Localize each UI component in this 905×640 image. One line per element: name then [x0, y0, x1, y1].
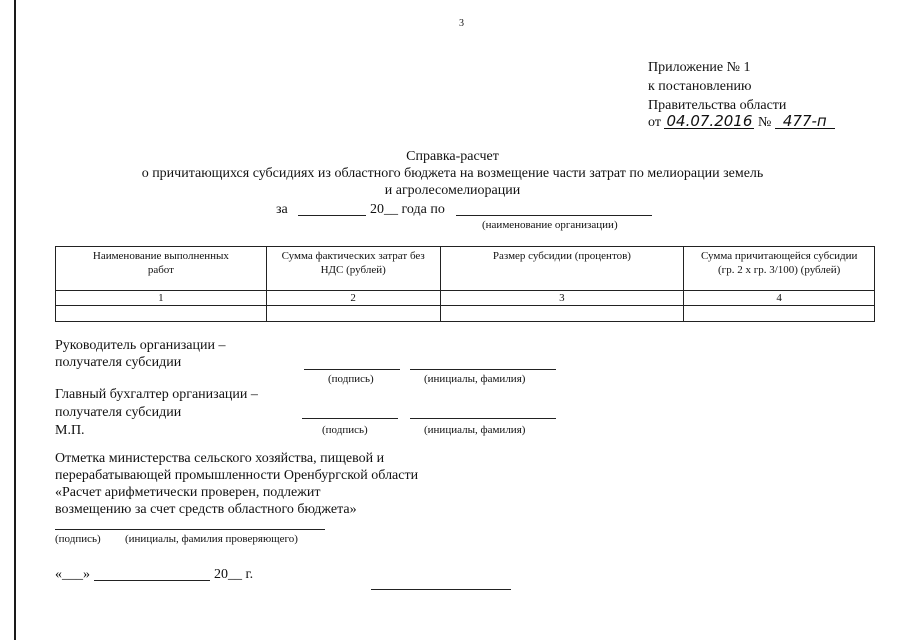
ministry-line-1: Отметка министерства сельского хозяйства, пищевой и	[55, 451, 385, 466]
table-row	[56, 306, 875, 322]
accountant-sign-caption: (подпись)	[322, 424, 368, 436]
accountant-initials-caption: (инициалы, фамилия)	[424, 424, 526, 436]
head-initials-caption: (инициалы, фамилия)	[424, 373, 526, 385]
page-edge-line	[14, 0, 16, 640]
table-cell	[440, 306, 684, 322]
period-prefix: за	[276, 202, 288, 217]
appendix-from-label: от	[648, 115, 661, 130]
period-blank	[298, 215, 366, 216]
table-cell	[684, 306, 875, 322]
date-year: 20__ г.	[214, 567, 254, 582]
appendix-date-row	[648, 113, 835, 133]
ministry-line-2: перерабатывающей промышленности Оренбургской области	[55, 468, 419, 483]
accountant-signature-blank	[302, 418, 398, 419]
accountant-initials-blank	[410, 418, 556, 419]
head-signature-blank	[304, 369, 400, 370]
appendix-line-2: к постановлению	[648, 79, 752, 94]
date-month-blank	[94, 580, 210, 581]
table-number-row	[56, 291, 875, 306]
accountant-label-2: получателя субсидии	[55, 405, 182, 420]
ministry-line-3: «Расчет арифметически проверен, подлежит	[55, 485, 321, 500]
head-sign-caption: (подпись)	[328, 373, 374, 385]
ministry-signature-blank	[55, 529, 325, 530]
ministry-line-4: возмещению за счет средств областного бюджета»	[55, 502, 357, 517]
bottom-signature-line	[371, 589, 511, 590]
appendix-number-handwritten: 477-п	[775, 114, 835, 129]
head-label-1: Руководитель организации –	[55, 338, 226, 353]
org-name-hint: (наименование организации)	[482, 219, 618, 231]
appendix-number-label: №	[757, 115, 772, 130]
doc-subtitle-1: о причитающихся субсидиях из областного бюджета на возмещение части затрат по мелиорации земель	[141, 166, 764, 181]
table-cell: 2	[266, 291, 440, 306]
table-cell	[266, 306, 440, 322]
ministry-initials-caption: (инициалы, фамилия проверяющего)	[125, 533, 298, 545]
table-header-cell: Размер субсидии (процентов)	[440, 247, 684, 291]
table-cell: 4	[684, 291, 875, 306]
table-cell: 1	[56, 291, 267, 306]
table-header-row	[56, 247, 875, 291]
appendix-date-handwritten: 04.07.2016	[664, 114, 754, 129]
doc-subtitle-2: и агролесомелиорации	[384, 183, 521, 198]
table-header-cell: Наименование выполненных работ	[56, 247, 267, 291]
appendix-line-3: Правительства области	[648, 98, 787, 113]
date-day: «___»	[55, 567, 90, 582]
table-header-cell: Сумма фактических затрат без НДС (рублей)	[266, 247, 440, 291]
stamp-label: М.П.	[55, 423, 85, 438]
period-year-label: 20__ года по	[370, 202, 445, 217]
org-name-blank	[456, 215, 652, 216]
appendix-line-1: Приложение № 1	[648, 60, 751, 75]
accountant-label-1: Главный бухгалтер организации –	[55, 387, 258, 402]
subsidy-table	[55, 246, 875, 322]
ministry-sign-caption: (подпись)	[55, 533, 101, 545]
page-number: 3	[459, 18, 464, 29]
doc-title: Справка-расчет	[406, 149, 499, 164]
table-header-cell: Сумма причитающейся субсидии (гр. 2 х гр. 3/100) (рублей)	[684, 247, 875, 291]
head-label-2: получателя субсидии	[55, 355, 182, 370]
head-initials-blank	[410, 369, 556, 370]
table-cell	[56, 306, 267, 322]
table-cell: 3	[440, 291, 684, 306]
